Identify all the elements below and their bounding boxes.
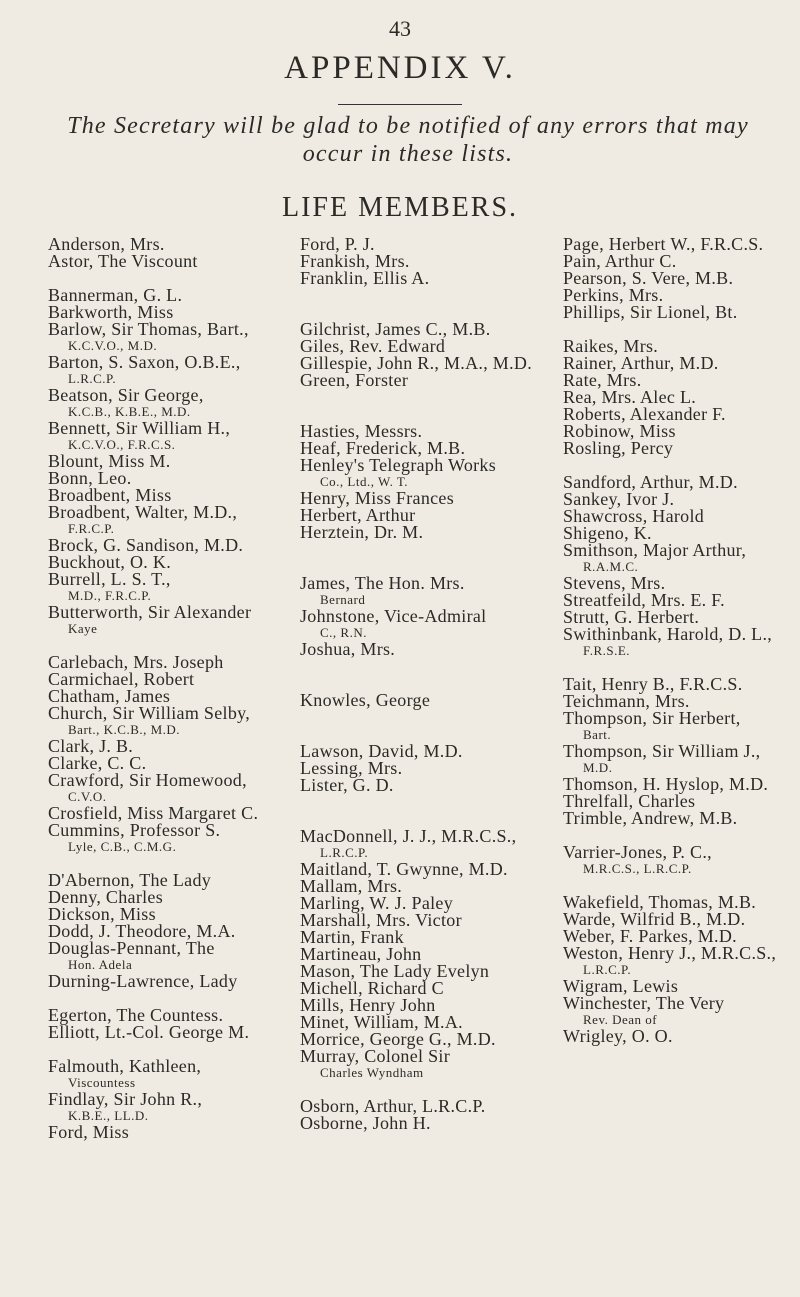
member-name: Wrigley, O. O. bbox=[563, 1026, 673, 1046]
member-name: Denny, Charles bbox=[48, 887, 164, 907]
member-entry bbox=[48, 705, 268, 738]
member-name: Anderson, Mrs. bbox=[48, 234, 165, 254]
member-name: Henley's Telegraph Works bbox=[300, 455, 497, 475]
members-column-3 bbox=[563, 236, 795, 1045]
member-name-continued: K.B.E., LL.D. bbox=[68, 1108, 149, 1123]
member-entry bbox=[300, 1115, 540, 1132]
member-name-continued: Co., Ltd., W. T. bbox=[320, 474, 409, 489]
member-name: Astor, The Viscount bbox=[48, 251, 198, 271]
member-name: Marshall, Mrs. Victor bbox=[300, 910, 462, 930]
member-name: Winchester, The Very bbox=[563, 993, 725, 1013]
member-name: Dodd, J. Theodore, M.A. bbox=[48, 921, 236, 941]
member-name-continued: Hon. Adela bbox=[68, 957, 133, 972]
member-name: Murray, Colonel Sir bbox=[300, 1046, 451, 1066]
member-name-continued: K.C.V.O., M.D. bbox=[68, 338, 158, 353]
member-name: Barkworth, Miss bbox=[48, 302, 174, 322]
appendix-title: APPENDIX V. bbox=[284, 50, 516, 86]
members-column-2 bbox=[300, 236, 540, 1132]
member-name: Wakefield, Thomas, M.B. bbox=[563, 892, 757, 912]
member-name: Thomson, H. Hyslop, M.D. bbox=[563, 774, 769, 794]
member-entry bbox=[563, 1028, 795, 1045]
member-name: Lister, G. D. bbox=[300, 775, 394, 795]
list-gap bbox=[300, 658, 540, 675]
list-gap bbox=[300, 709, 540, 726]
member-name: Brock, G. Sandison, M.D. bbox=[48, 535, 244, 555]
member-name: Bannerman, G. L. bbox=[48, 285, 183, 305]
member-name: Mills, Henry John bbox=[300, 995, 436, 1015]
member-name-continued: L.R.C.P. bbox=[583, 962, 632, 977]
member-name: Clark, J. B. bbox=[48, 736, 134, 756]
member-name: Blount, Miss M. bbox=[48, 451, 171, 471]
member-name: Barlow, Sir Thomas, Bart., bbox=[48, 319, 249, 339]
member-name-continued: Bart. bbox=[583, 727, 612, 742]
member-name: Martineau, John bbox=[300, 944, 422, 964]
member-name: Raikes, Mrs. bbox=[563, 336, 659, 356]
member-name-continued: F.R.S.E. bbox=[583, 643, 631, 658]
member-name: Broadbent, Miss bbox=[48, 485, 172, 505]
member-name-continued: Rev. Dean of bbox=[583, 1012, 658, 1027]
member-entry bbox=[300, 457, 540, 490]
member-name: Weber, F. Parkes, M.D. bbox=[563, 926, 737, 946]
member-name: Beatson, Sir George, bbox=[48, 385, 204, 405]
member-name: Pearson, S. Vere, M.B. bbox=[563, 268, 734, 288]
member-entry bbox=[563, 440, 795, 457]
member-entry bbox=[48, 1124, 268, 1141]
member-name: Henry, Miss Frances bbox=[300, 488, 455, 508]
members-column-1 bbox=[48, 236, 268, 1141]
member-name: Perkins, Mrs. bbox=[563, 285, 664, 305]
member-name: Broadbent, Walter, M.D., bbox=[48, 502, 238, 522]
member-entry bbox=[48, 772, 268, 805]
member-name: Swithinbank, Harold, D. L., bbox=[563, 624, 773, 644]
member-entry bbox=[563, 743, 795, 776]
member-name: Varrier-Jones, P. C., bbox=[563, 842, 712, 862]
member-name: Morrice, George G., M.D. bbox=[300, 1029, 496, 1049]
member-name: Osborn, Arthur, L.R.C.P. bbox=[300, 1096, 486, 1116]
member-name: Hasties, Messrs. bbox=[300, 421, 423, 441]
member-name: Clarke, C. C. bbox=[48, 753, 147, 773]
member-name: Roberts, Alexander F. bbox=[563, 404, 726, 424]
member-name-continued: Kaye bbox=[68, 621, 98, 636]
member-name: Marling, W. J. Paley bbox=[300, 893, 453, 913]
member-name: Tait, Henry B., F.R.C.S. bbox=[563, 674, 743, 694]
member-name-continued: R.A.M.C. bbox=[583, 559, 639, 574]
section-title: LIFE MEMBERS. bbox=[281, 192, 519, 223]
member-name: Egerton, The Countess. bbox=[48, 1005, 224, 1025]
member-name: Crosfield, Miss Margaret C. bbox=[48, 803, 259, 823]
member-name: Elliott, Lt.-Col. George M. bbox=[48, 1022, 250, 1042]
member-name-continued: F.R.C.P. bbox=[68, 521, 115, 536]
member-name-continued: L.R.C.P. bbox=[320, 845, 369, 860]
member-name-continued: M.D. bbox=[583, 760, 613, 775]
member-name: Shawcross, Harold bbox=[563, 506, 705, 526]
member-entry bbox=[48, 604, 268, 637]
member-entry bbox=[48, 354, 268, 387]
member-entry bbox=[563, 844, 795, 877]
member-entry bbox=[48, 1091, 268, 1124]
member-entry bbox=[563, 710, 795, 743]
member-name-continued: Lyle, C.B., C.M.G. bbox=[68, 839, 177, 854]
member-name: MacDonnell, J. J., M.R.C.S., bbox=[300, 826, 517, 846]
member-entry bbox=[48, 1058, 268, 1091]
member-name: Douglas-Pennant, The bbox=[48, 938, 215, 958]
member-entry bbox=[300, 270, 540, 287]
member-name: Martin, Frank bbox=[300, 927, 404, 947]
member-name: Ford, Miss bbox=[48, 1122, 130, 1142]
member-name-continued: Bart., K.C.B., M.D. bbox=[68, 722, 181, 737]
member-name: Rea, Mrs. Alec L. bbox=[563, 387, 697, 407]
member-name: Page, Herbert W., F.R.C.S. bbox=[563, 234, 764, 254]
member-name: Mallam, Mrs. bbox=[300, 876, 403, 896]
member-entry bbox=[563, 542, 795, 575]
member-name: Teichmann, Mrs. bbox=[563, 691, 690, 711]
member-name: Buckhout, O. K. bbox=[48, 552, 171, 572]
member-entry bbox=[563, 304, 795, 321]
member-name: Findlay, Sir John R., bbox=[48, 1089, 203, 1109]
member-name: Carmichael, Robert bbox=[48, 669, 195, 689]
member-name: Chatham, James bbox=[48, 686, 171, 706]
member-name: Mason, The Lady Evelyn bbox=[300, 961, 490, 981]
member-name: Franklin, Ellis A. bbox=[300, 268, 430, 288]
member-name: Gillespie, John R., M.A., M.D. bbox=[300, 353, 533, 373]
member-name: Rosling, Percy bbox=[563, 438, 674, 458]
list-gap bbox=[300, 794, 540, 811]
member-name: Sankey, Ivor J. bbox=[563, 489, 675, 509]
member-name: Streatfeild, Mrs. E. F. bbox=[563, 590, 725, 610]
list-gap bbox=[300, 389, 540, 406]
member-name: Frankish, Mrs. bbox=[300, 251, 410, 271]
member-name-continued: Viscountess bbox=[68, 1075, 136, 1090]
member-entry bbox=[563, 945, 795, 978]
page-number: 43 bbox=[389, 16, 411, 41]
intro-text: The Secretary will be glad to be notified of any errors that may occur in these lists. bbox=[67, 113, 749, 167]
member-entry bbox=[300, 1048, 540, 1081]
title-rule bbox=[338, 104, 462, 105]
member-entry bbox=[300, 692, 540, 709]
member-name: Trimble, Andrew, M.B. bbox=[563, 808, 738, 828]
member-name-continued: Bernard bbox=[320, 592, 366, 607]
member-name: Wigram, Lewis bbox=[563, 976, 679, 996]
member-name-continued: M.D., F.R.C.P. bbox=[68, 588, 152, 603]
member-name: Butterworth, Sir Alexander bbox=[48, 602, 252, 622]
member-entry bbox=[48, 387, 268, 420]
member-name: Herbert, Arthur bbox=[300, 505, 416, 525]
member-name: Maitland, T. Gwynne, M.D. bbox=[300, 859, 508, 879]
member-name: Strutt, G. Herbert. bbox=[563, 607, 700, 627]
member-entry bbox=[300, 524, 540, 541]
member-entry bbox=[48, 571, 268, 604]
member-name-continued: L.R.C.P. bbox=[68, 371, 117, 386]
member-name: Cummins, Professor S. bbox=[48, 820, 221, 840]
member-name-continued: Charles Wyndham bbox=[320, 1065, 424, 1080]
member-name: Sandford, Arthur, M.D. bbox=[563, 472, 738, 492]
list-gap bbox=[300, 287, 540, 304]
member-name: Barton, S. Saxon, O.B.E., bbox=[48, 352, 241, 372]
member-name: Joshua, Mrs. bbox=[300, 639, 396, 659]
member-name: Shigeno, K. bbox=[563, 523, 652, 543]
member-name: Falmouth, Kathleen, bbox=[48, 1056, 202, 1076]
member-entry bbox=[48, 253, 268, 270]
member-name: James, The Hon. Mrs. bbox=[300, 573, 465, 593]
member-name: Lawson, David, M.D. bbox=[300, 741, 463, 761]
member-name-continued: C., R.N. bbox=[320, 625, 367, 640]
member-name: Smithson, Major Arthur, bbox=[563, 540, 747, 560]
member-name: Thompson, Sir William J., bbox=[563, 741, 761, 761]
member-name: Knowles, George bbox=[300, 690, 431, 710]
member-name: Osborne, John H. bbox=[300, 1113, 431, 1133]
member-name-continued: M.R.C.S., L.R.C.P. bbox=[583, 861, 692, 876]
member-name: Green, Forster bbox=[300, 370, 409, 390]
member-entry bbox=[300, 828, 540, 861]
member-entry bbox=[300, 372, 540, 389]
member-entry bbox=[563, 810, 795, 827]
member-name: Burrell, L. S. T., bbox=[48, 569, 171, 589]
member-name: Threlfall, Charles bbox=[563, 791, 696, 811]
member-entry bbox=[48, 940, 268, 973]
member-name: Warde, Wilfrid B., M.D. bbox=[563, 909, 746, 929]
member-name: Rate, Mrs. bbox=[563, 370, 642, 390]
member-name: Bennett, Sir William H., bbox=[48, 418, 231, 438]
member-entry bbox=[300, 777, 540, 794]
member-name: Herztein, Dr. M. bbox=[300, 522, 424, 542]
member-name: Robinow, Miss bbox=[563, 421, 676, 441]
member-entry bbox=[300, 608, 540, 641]
member-name: Stevens, Mrs. bbox=[563, 573, 666, 593]
member-name: Thompson, Sir Herbert, bbox=[563, 708, 741, 728]
member-entry bbox=[563, 626, 795, 659]
member-name: Giles, Rev. Edward bbox=[300, 336, 446, 356]
member-name: Pain, Arthur C. bbox=[563, 251, 677, 271]
member-name: Durning-Lawrence, Lady bbox=[48, 971, 238, 991]
member-name: Dickson, Miss bbox=[48, 904, 156, 924]
member-name: Gilchrist, James C., M.B. bbox=[300, 319, 491, 339]
member-name-continued: C.V.O. bbox=[68, 789, 107, 804]
member-entry bbox=[563, 995, 795, 1028]
member-name: Weston, Henry J., M.R.C.S., bbox=[563, 943, 777, 963]
member-name: Rainer, Arthur, M.D. bbox=[563, 353, 719, 373]
member-entry bbox=[48, 420, 268, 453]
member-entry bbox=[48, 822, 268, 855]
member-name: Michell, Richard C bbox=[300, 978, 444, 998]
member-entry bbox=[48, 973, 268, 990]
member-name-continued: K.C.V.O., F.R.C.S. bbox=[68, 437, 176, 452]
member-name: Church, Sir William Selby, bbox=[48, 703, 251, 723]
member-entry bbox=[300, 575, 540, 608]
member-entry bbox=[300, 641, 540, 658]
member-name: Lessing, Mrs. bbox=[300, 758, 403, 778]
member-name: D'Abernon, The Lady bbox=[48, 870, 212, 890]
member-name: Johnstone, Vice-Admiral bbox=[300, 606, 487, 626]
member-entry bbox=[48, 321, 268, 354]
member-name: Ford, P. J. bbox=[300, 234, 375, 254]
list-gap bbox=[300, 541, 540, 558]
member-name: Crawford, Sir Homewood, bbox=[48, 770, 247, 790]
member-name: Minet, William, M.A. bbox=[300, 1012, 463, 1032]
member-name: Heaf, Frederick, M.B. bbox=[300, 438, 466, 458]
member-name: Bonn, Leo. bbox=[48, 468, 132, 488]
member-entry bbox=[48, 1024, 268, 1041]
member-name-continued: K.C.B., K.B.E., M.D. bbox=[68, 404, 191, 419]
member-entry bbox=[48, 504, 268, 537]
member-name: Carlebach, Mrs. Joseph bbox=[48, 652, 224, 672]
member-name: Phillips, Sir Lionel, Bt. bbox=[563, 302, 738, 322]
